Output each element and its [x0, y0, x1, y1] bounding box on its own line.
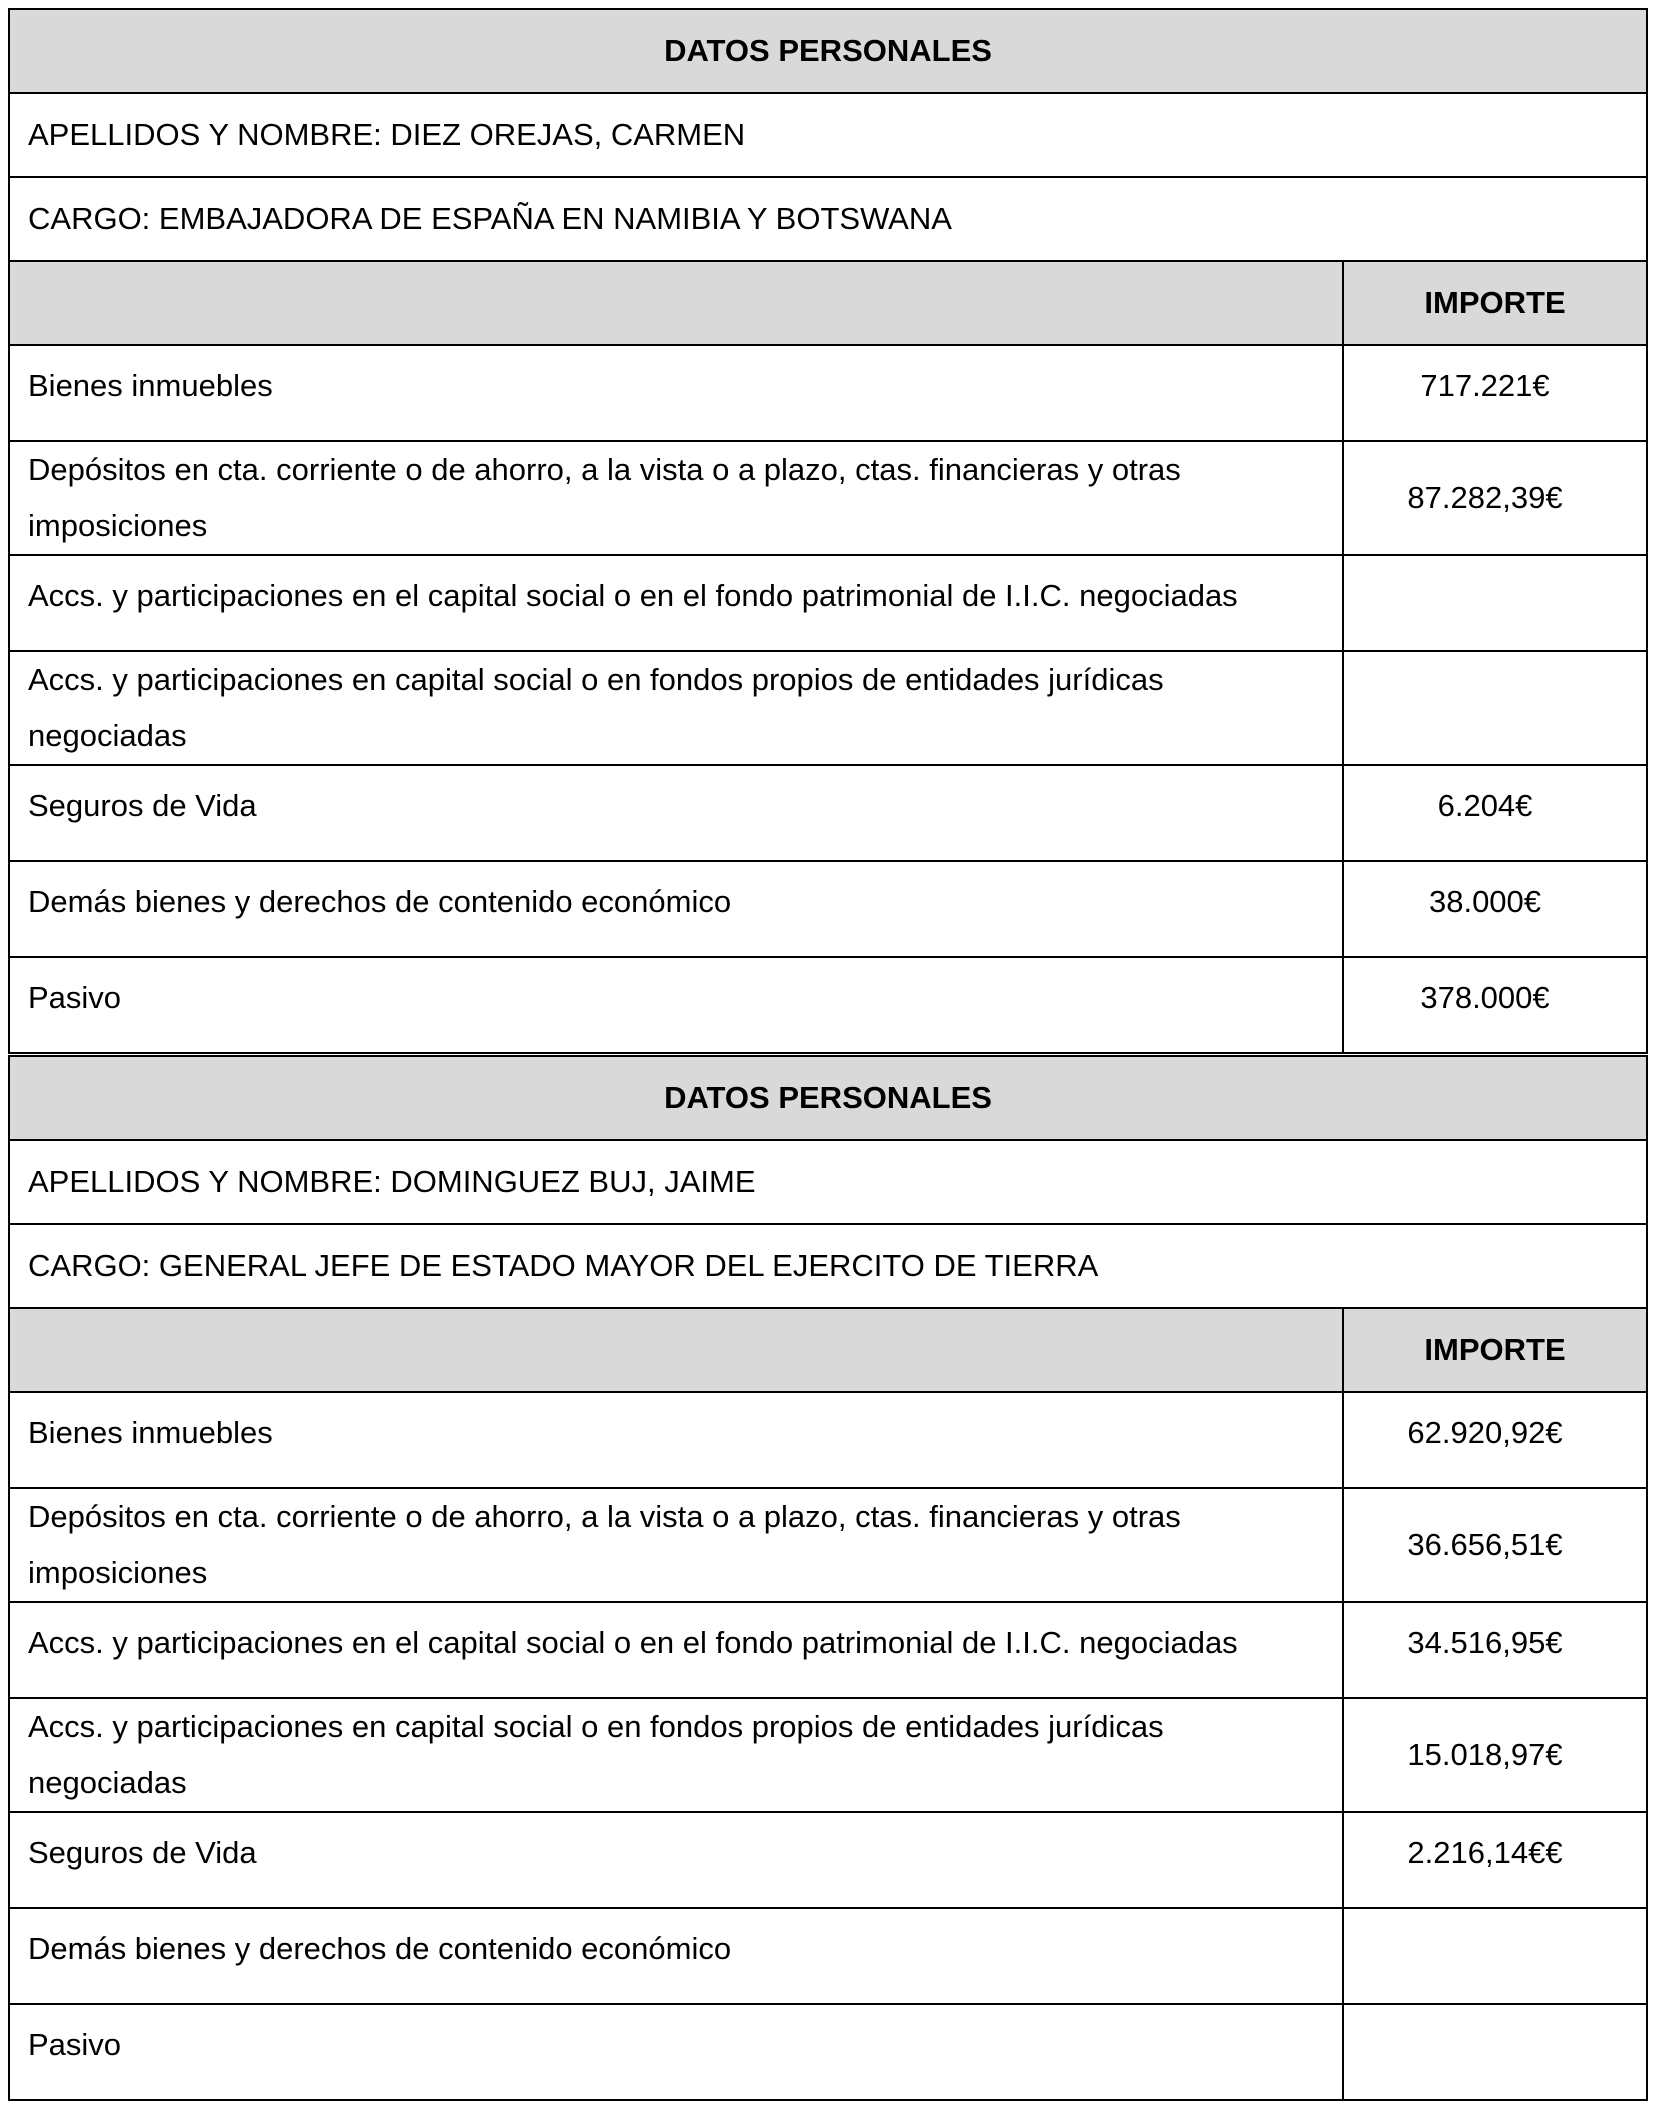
- row-label: Demás bienes y derechos de contenido económico: [9, 1908, 1343, 2004]
- row-label: Accs. y participaciones en capital social o en fondos propios de entidades jurídicas negociadas: [9, 1698, 1343, 1812]
- row-value: [1343, 651, 1647, 765]
- row-label: Demás bienes y derechos de contenido económico: [9, 861, 1343, 957]
- row-value: 38.000€: [1343, 861, 1647, 957]
- row-value: 717.221€: [1343, 345, 1647, 441]
- name-line: APELLIDOS Y NOMBRE: DIEZ OREJAS, CARMEN: [9, 93, 1647, 177]
- table-row: [9, 555, 1647, 651]
- row-label: Accs. y participaciones en el capital social o en el fondo patrimonial de I.I.C. negociadas: [9, 555, 1343, 651]
- label-header-cell: [9, 1308, 1343, 1392]
- amount-header: IMPORTE: [1343, 261, 1647, 345]
- asset-declaration-table: [8, 8, 1648, 1054]
- row-label: Accs. y participaciones en el capital social o en el fondo patrimonial de I.I.C. negociadas: [9, 1602, 1343, 1698]
- name-line: APELLIDOS Y NOMBRE: DOMINGUEZ BUJ, JAIME: [9, 1140, 1647, 1224]
- table-row: [9, 1392, 1647, 1488]
- asset-declaration-table: [8, 1055, 1648, 2101]
- row-label: Pasivo: [9, 2004, 1343, 2100]
- label-header-cell: [9, 261, 1343, 345]
- table-row: [9, 1602, 1647, 1698]
- table-row: [9, 1698, 1647, 1812]
- table-row: [9, 345, 1647, 441]
- table-row: [9, 1812, 1647, 1908]
- row-value: 6.204€: [1343, 765, 1647, 861]
- cargo-line: CARGO: GENERAL JEFE DE ESTADO MAYOR DEL EJERCITO DE TIERRA: [9, 1224, 1647, 1308]
- declaration-table-1: [8, 8, 1646, 1054]
- row-label: Seguros de Vida: [9, 1812, 1343, 1908]
- row-label: Bienes inmuebles: [9, 1392, 1343, 1488]
- row-value: [1343, 2004, 1647, 2100]
- row-value: [1343, 555, 1647, 651]
- table-row: [9, 651, 1647, 765]
- declaration-table-2: [8, 1055, 1646, 2101]
- row-value: 2.216,14€€: [1343, 1812, 1647, 1908]
- amount-header: IMPORTE: [1343, 1308, 1647, 1392]
- row-value: 378.000€: [1343, 957, 1647, 1053]
- cargo-line: CARGO: EMBAJADORA DE ESPAÑA EN NAMIBIA Y BOTSWANA: [9, 177, 1647, 261]
- section-title: DATOS PERSONALES: [9, 1056, 1647, 1140]
- section-title: DATOS PERSONALES: [9, 9, 1647, 93]
- table-row: [9, 765, 1647, 861]
- table-row: [9, 2004, 1647, 2100]
- row-value: 36.656,51€: [1343, 1488, 1647, 1602]
- row-label: Accs. y participaciones en capital social o en fondos propios de entidades jurídicas negociadas: [9, 651, 1343, 765]
- row-label: Depósitos en cta. corriente o de ahorro, a la vista o a plazo, ctas. financieras y otras imposiciones: [9, 441, 1343, 555]
- table-row: [9, 1488, 1647, 1602]
- table-row: [9, 957, 1647, 1053]
- table-row: [9, 441, 1647, 555]
- row-label: Seguros de Vida: [9, 765, 1343, 861]
- row-label: Pasivo: [9, 957, 1343, 1053]
- row-value: 15.018,97€: [1343, 1698, 1647, 1812]
- row-value: 62.920,92€: [1343, 1392, 1647, 1488]
- row-label: Bienes inmuebles: [9, 345, 1343, 441]
- table-row: [9, 861, 1647, 957]
- row-value: [1343, 1908, 1647, 2004]
- row-value: 34.516,95€: [1343, 1602, 1647, 1698]
- table-row: [9, 1908, 1647, 2004]
- row-label: Depósitos en cta. corriente o de ahorro, a la vista o a plazo, ctas. financieras y otras imposiciones: [9, 1488, 1343, 1602]
- row-value: 87.282,39€: [1343, 441, 1647, 555]
